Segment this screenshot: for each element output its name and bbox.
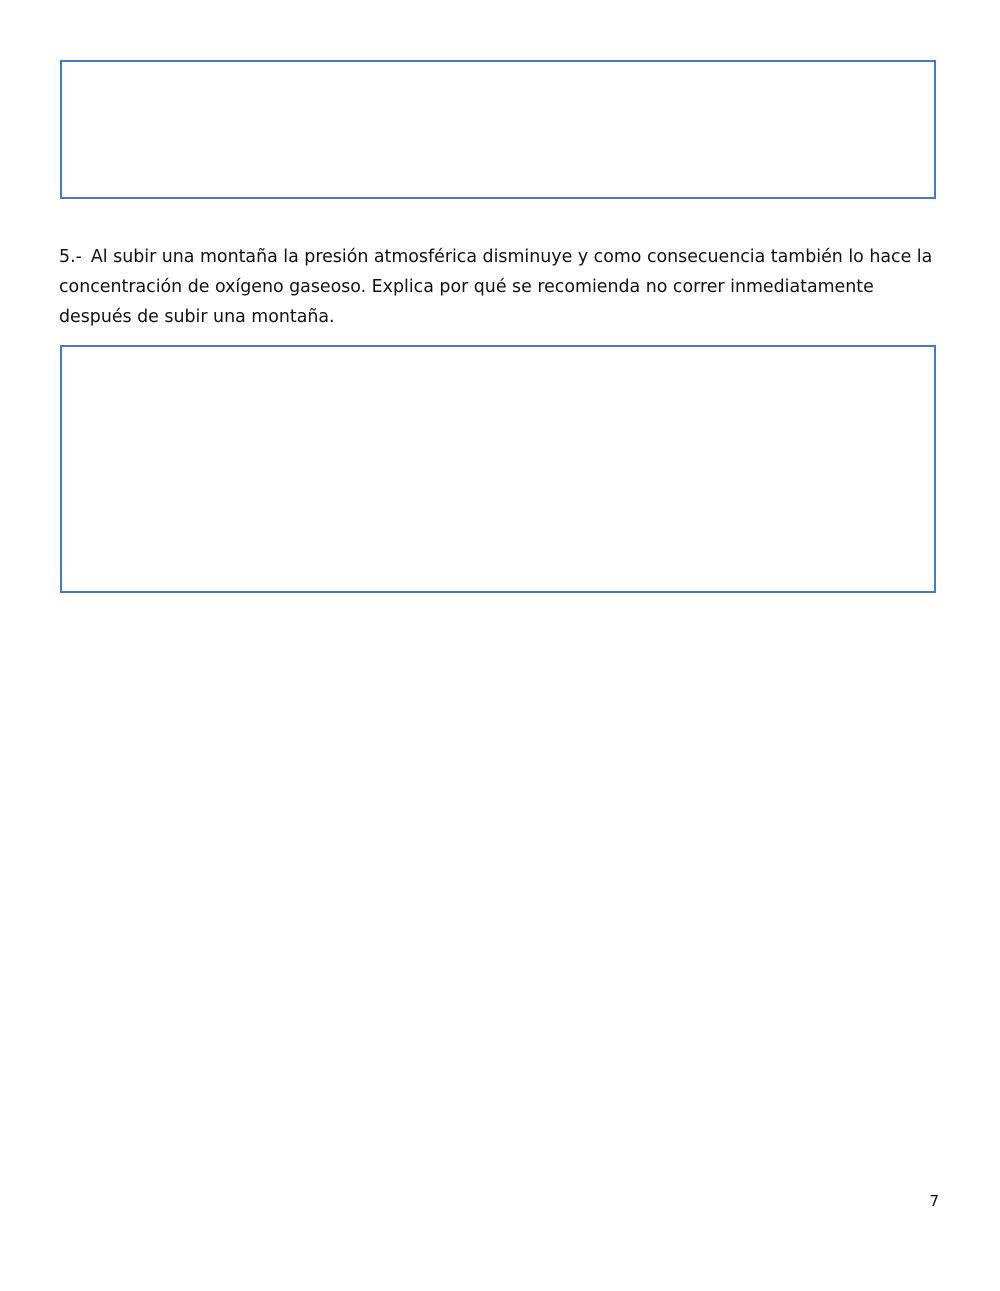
question-5 — [59, 242, 939, 332]
previous-answer-box[interactable] — [60, 60, 936, 199]
page-number: 7 — [929, 1192, 939, 1210]
question-text: Al subir una montaña la presión atmosférica disminuye y como consecuencia también lo hace la concentración de oxígeno gaseoso. Explica por qué se recomienda no correr inmediatamente después de subir una montaña. — [59, 247, 933, 327]
question-number: 5.- — [59, 247, 82, 267]
answer-box-question-5[interactable] — [60, 345, 936, 593]
